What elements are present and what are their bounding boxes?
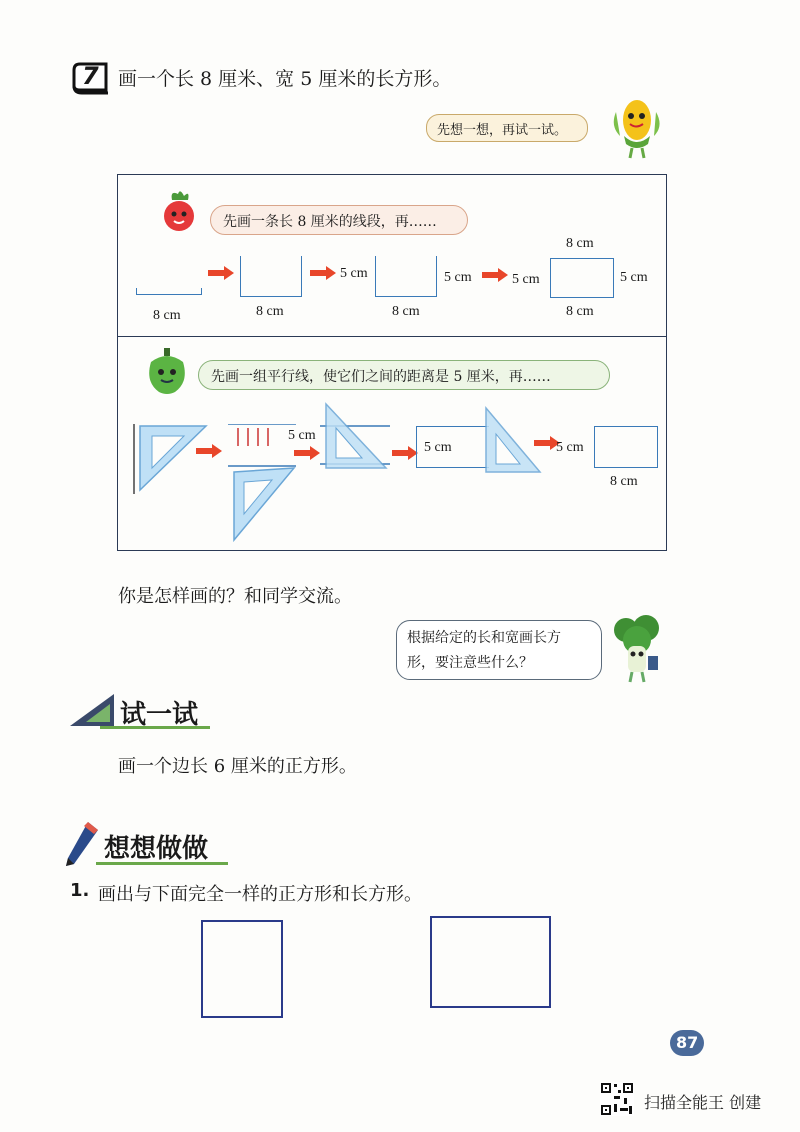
radish-mascot-icon	[158, 190, 200, 236]
practice-item-number: 1.	[70, 880, 90, 901]
label-5cm: 5 cm	[556, 440, 584, 455]
label-8cm: 8 cm	[392, 304, 420, 319]
arrow-icon	[294, 446, 320, 460]
method2-bubble-text: 先画一组平行线，使它们之间的距离是 5 厘米，再……	[211, 369, 551, 385]
segment-8cm	[136, 288, 202, 295]
hint-text: 先想一想，再试一试。	[437, 123, 568, 138]
pepper-mascot-icon	[145, 348, 189, 396]
label-5cm: 5 cm	[512, 272, 540, 287]
parallel-lines-with-ruler-icon	[226, 424, 296, 544]
practice-title: 想想做做	[104, 834, 209, 864]
arrow-icon	[482, 268, 508, 282]
label-5cm: 5 cm	[288, 428, 316, 443]
label-8cm: 8 cm	[153, 308, 181, 323]
tip-line-2: 形，要注意些什么？	[407, 655, 533, 671]
try-title: 试一试	[120, 700, 199, 730]
label-8cm: 8 cm	[256, 304, 284, 319]
arrow-icon	[392, 446, 418, 460]
rectangle-final	[550, 258, 614, 298]
page-number-badge	[670, 1030, 704, 1056]
arrow-icon	[196, 444, 222, 458]
arrow-icon	[310, 266, 336, 280]
label-8cm: 8 cm	[566, 304, 594, 319]
discussion-question: 你是怎样画的？和同学交流。	[118, 586, 352, 607]
watermark-text: 扫描全能王 创建	[644, 1093, 762, 1112]
label-8cm: 8 cm	[610, 474, 638, 489]
page-number: 87	[676, 1033, 699, 1052]
corn-mascot-icon	[608, 92, 666, 160]
example-badge	[72, 60, 110, 96]
label-5cm: 5 cm	[340, 266, 368, 281]
practice-item-text: 画出与下面完全一样的正方形和长方形。	[98, 884, 422, 905]
rectangle-final-2	[594, 426, 658, 468]
u-shape-step2	[240, 256, 302, 297]
method2-bubble	[198, 360, 610, 390]
triangle-ruler-icon	[320, 398, 390, 478]
example-task: 画一个长 8 厘米、宽 5 厘米的长方形。	[118, 68, 452, 90]
method1-bubble-text: 先画一条长 8 厘米的线段，再……	[223, 214, 437, 230]
arrow-icon	[208, 266, 234, 280]
tip-bubble	[396, 620, 602, 680]
triangle-ruler-icon	[130, 424, 210, 494]
u-shape-step3	[375, 256, 437, 297]
example-number: 7	[82, 62, 99, 90]
frame-divider	[117, 336, 667, 337]
try-task: 画一个边长 6 厘米的正方形。	[118, 756, 357, 777]
qr-code-icon	[600, 1082, 634, 1116]
rectangle-shape	[430, 916, 551, 1008]
method1-bubble	[210, 205, 468, 235]
tip-line-1: 根据给定的长和宽画长方	[407, 630, 561, 646]
broccoli-mascot-icon	[608, 614, 666, 684]
hint-bubble	[426, 114, 588, 142]
label-8cm: 8 cm	[566, 236, 594, 251]
label-5cm: 5 cm	[444, 270, 472, 285]
square-shape	[201, 920, 283, 1018]
label-5cm: 5 cm	[620, 270, 648, 285]
triangle-ruler-icon	[66, 690, 118, 730]
label-5cm: 5 cm	[424, 440, 452, 455]
